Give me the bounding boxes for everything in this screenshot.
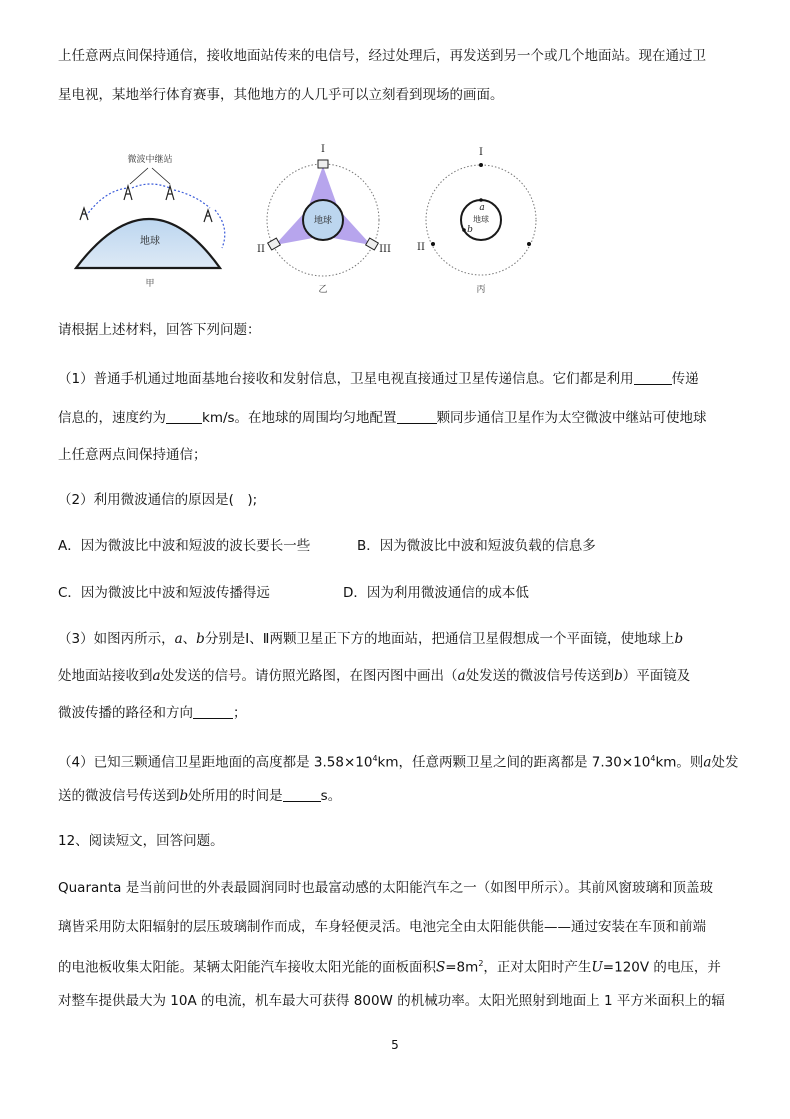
point-label-b: b	[467, 225, 473, 235]
q3-text: 处发送的信号。请仿照光路图，在图丙图中画出（	[160, 668, 458, 684]
q3-text: ；	[233, 705, 247, 721]
q1-text-2: 传递	[671, 371, 699, 387]
figure-yi	[255, 140, 395, 295]
satellite-dot-3	[527, 242, 531, 246]
var-a: a	[152, 668, 161, 684]
q4-line-2	[58, 787, 341, 805]
q3-sep: 、	[182, 631, 197, 647]
exponent: 4	[372, 754, 378, 763]
q3-text: 处发送的微波信号传送到	[465, 668, 615, 684]
exponent: 4	[650, 754, 656, 763]
q1-text-1: （1）普通手机通过地面基地台接收和发射信息，卫星电视直接通过卫星传递信息。它们都是利用	[58, 371, 634, 387]
article-text: 的电池板收集太阳能。某辆太阳能汽车接收太阳光能的面板面积	[58, 959, 436, 976]
q1-text-4: km/s。在地球的周围均匀地配置	[202, 410, 397, 426]
figure-jia	[70, 140, 230, 290]
earth-label: 地球	[140, 236, 160, 247]
var-b: b	[196, 631, 205, 647]
var-b: b	[674, 631, 684, 647]
article-line-4: 对整车提供最大为 10A 的电流，机车最大可获得 800W 的机械功率。太阳光照射到地面上 1 平方米面积上的辐	[58, 993, 725, 1009]
earth-label: 地球	[473, 215, 489, 224]
satellite-label-1: I	[479, 147, 483, 158]
signal-path-3	[174, 190, 210, 208]
figure-caption: 丙	[476, 285, 486, 295]
signal-path-1	[86, 188, 128, 216]
q4-text: （4）已知三颗通信卫星距地面的高度都是 3.58×10	[58, 754, 373, 771]
q4-line-1	[58, 750, 738, 772]
figure-caption: 甲	[145, 279, 155, 289]
page-number: 5	[391, 1038, 399, 1052]
satellite-dot-1	[479, 163, 483, 167]
q3-text: 微波传播的路径和方向	[58, 705, 193, 721]
answer-blank-1[interactable]	[634, 370, 672, 385]
q1-line-1	[58, 370, 699, 388]
answer-blank-4[interactable]	[193, 704, 233, 719]
article-line-2: 璃皆采用防太阳辐射的层压玻璃制作而成，车身轻便灵活。电池完全由太阳能供能——通过安装在车顶和前端	[58, 919, 706, 935]
q2-option-b[interactable]: B．因为微波比中波和短波负载的信息多	[357, 538, 596, 554]
q1-text-3: 信息的，速度约为	[58, 410, 166, 426]
callout-label: 微波中继站	[127, 155, 173, 165]
q3-text: 分别是Ⅰ、Ⅱ两颗卫星正下方的地面站，把通信卫星假想成一个平面镜，使地球上	[204, 631, 675, 647]
var-a: a	[174, 631, 183, 647]
satellite-label-2: II	[417, 242, 425, 253]
q2-stem: （2）利用微波通信的原因是( );	[58, 492, 258, 508]
var-b: b	[179, 788, 189, 804]
q4-text: km，任意两颗卫星之间的距离都是 7.30×10	[377, 754, 651, 771]
q3-text: 处地面站接收到	[58, 668, 153, 684]
earth-label: 地球	[313, 216, 333, 226]
satellite-label-3: III	[379, 244, 391, 255]
exponent: 2	[478, 959, 484, 968]
station-dot-b	[462, 228, 466, 232]
q3-line-2	[58, 667, 690, 685]
var-a: a	[703, 754, 712, 771]
article-line-1: Quaranta 是当前问世的外表最圆润同时也最富动感的太阳能汽车之一（如图甲所示）。其前风窗玻璃和顶盖玻	[58, 880, 713, 896]
q2-option-c[interactable]: C．因为微波比中波和短波传播得远	[58, 585, 270, 601]
satellite-icon-3	[366, 238, 379, 250]
intro-line-2: 星电视，某地举行体育赛事，其他地方的人几乎可以立刻看到现场的画面。	[58, 87, 504, 103]
satellite-icon-1	[318, 160, 328, 168]
article-text: =120V 的电压，并	[602, 959, 721, 976]
satellite-icon-2	[268, 238, 281, 250]
satellite-label-1: I	[321, 144, 325, 155]
var-s: S	[436, 959, 446, 976]
q3-line-3	[58, 704, 247, 722]
prompt-text: 请根据上述材料，回答下列问题：	[58, 322, 261, 338]
q4-text: km。则	[655, 754, 704, 771]
signal-path-2	[132, 184, 170, 188]
q3-text: （3）如图丙所示，	[58, 631, 175, 647]
answer-blank-2[interactable]	[166, 409, 202, 424]
callout-line-right	[152, 168, 170, 184]
q1-line-3: 上任意两点间保持通信；	[58, 447, 207, 463]
var-b: b	[614, 668, 623, 684]
q1-text-5: 颗同步通信卫星作为太空微波中继站可使地球	[436, 410, 707, 426]
q3-line-1	[58, 630, 683, 648]
intro-line-1: 上任意两点间保持通信，接收地面站传来的电信号，经过处理后，再发送到另一个或几个地面站。现在通过卫	[58, 48, 706, 64]
satellite-label-2: II	[257, 244, 265, 255]
q4-text: 处所用的时间是	[188, 788, 283, 804]
point-label-a: a	[479, 203, 485, 213]
q4-text: 处发	[711, 754, 739, 771]
q1-line-2	[58, 409, 707, 427]
q4-text: s。	[320, 788, 342, 804]
article-text: =8m	[445, 959, 479, 976]
var-a: a	[457, 668, 466, 684]
section-12-heading: 12、阅读短文，回答问题。	[58, 833, 224, 849]
q3-text: ）平面镜及	[622, 668, 691, 684]
figure-caption: 乙	[318, 285, 328, 295]
var-u: U	[591, 959, 603, 976]
figure-bing	[415, 140, 555, 295]
answer-blank-3[interactable]	[397, 409, 437, 424]
relay-tower-icon	[80, 186, 212, 222]
station-dot-a	[479, 198, 483, 202]
signal-path-4	[215, 210, 225, 248]
callout-line-left	[130, 168, 148, 184]
article-text: ，正对太阳时产生	[483, 959, 592, 976]
answer-blank-5[interactable]	[283, 787, 321, 802]
satellite-dot-2	[431, 242, 435, 246]
q4-text: 送的微波信号传送到	[58, 788, 180, 804]
q2-option-a[interactable]: A．因为微波比中波和短波的波长要长一些	[58, 538, 311, 554]
q2-option-d[interactable]: D．因为利用微波通信的成本低	[343, 585, 529, 601]
article-line-3	[58, 955, 721, 977]
